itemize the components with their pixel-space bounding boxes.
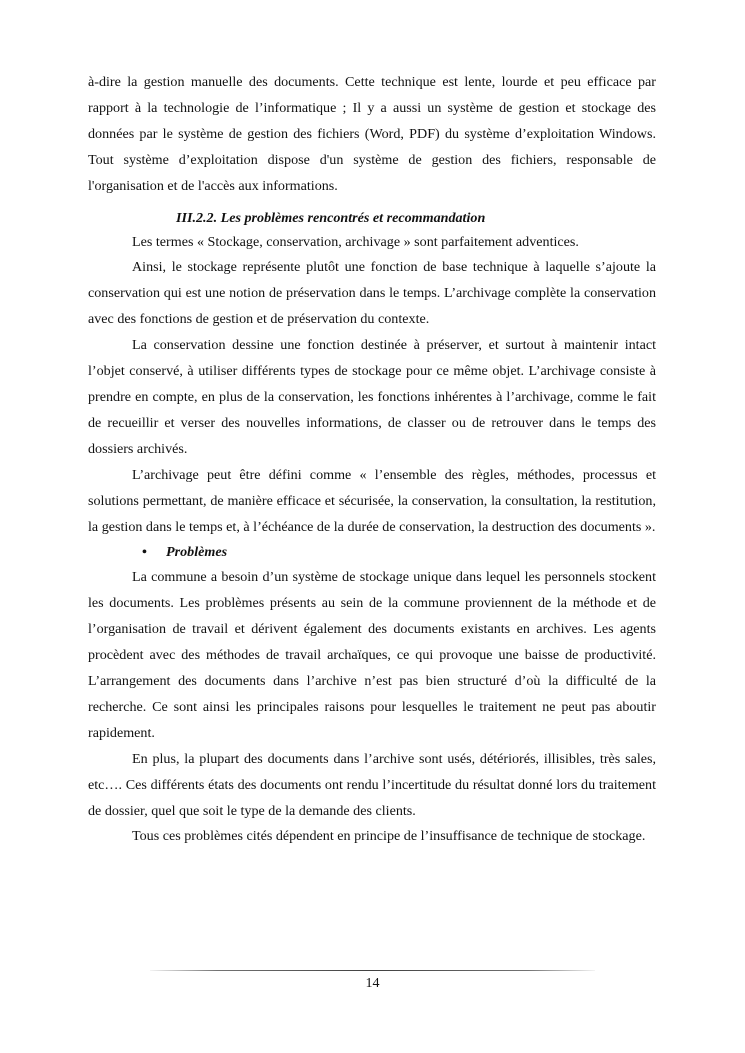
- page-number: 14: [365, 976, 380, 991]
- bullet-symbol: •: [142, 544, 147, 561]
- paragraph-stockage: Ainsi, le stockage représente plutôt une fonction de base technique à laquelle s’ajoute la conservation qui est une notion de préservation dans le temps. L’archivage complète la conservation avec des fonctions de gestion et de préservation du contexte.: [88, 259, 656, 328]
- footer-rule: [150, 970, 595, 971]
- paragraph-commune: La commune a besoin d’un système de stockage unique dans lequel les personnels stockent les documents. Les problèmes présents au sein de la commune proviennent de la méthode et de l’organisation de travail et dérivent également des documents existants en archives. Les agents procèdent avec des méthodes de travail archaïques, ce qui provoque une baisse de productivité. L’arrangement des documents dans l’archive n’est pas bien structuré d’où la difficulté de la recherche. Ce sont ainsi les principales raisons pour lesquelles le traitement ne peut pas aboutir rapidement.: [88, 569, 656, 741]
- paragraph-tous: Tous ces problèmes cités dépendent en principe de l’insuffisance de technique de stockage.: [132, 828, 646, 845]
- paragraph-en-plus: En plus, la plupart des documents dans l’archive sont usés, détériorés, illisibles, très sales, etc…. Ces différents états des documents ont rendu l’incertitude du résultat donné lors du traitement de dossier, quel que soit le type de la demande des clients.: [88, 750, 656, 819]
- document-body: [88, 70, 656, 850]
- paragraph-archivage: L’archivage peut être défini comme « l’ensemble des règles, méthodes, processus et solutions permettant, de manière efficace et sécurisée, la conservation, la consultation, la restitution, la gestion dans le temps et, à l’échéance de la durée de conservation, la destruction des documents ».: [88, 466, 656, 535]
- bullet-heading-problemes: [88, 540, 656, 565]
- section-heading: III.2.2. Les problèmes rencontrés et recommandation: [176, 209, 486, 226]
- bullet-heading-text: Problèmes: [166, 544, 228, 561]
- paragraph-terms: Les termes « Stockage, conservation, archivage » sont parfaitement adventices.: [132, 233, 579, 250]
- paragraph-conservation: La conservation dessine une fonction destinée à préserver, et surtout à maintenir intact l’objet conservé, à utiliser différents types de stockage pour ce même objet. L’archivage consiste à prendre en compte, en plus de la conservation, les fonctions inhérentes à l’archivage, comme le fait de recueillir et verser des nouvelles informations, de classer ou de retrouver dans le temps des dossiers archivés.: [88, 337, 656, 457]
- paragraph-intro: à-dire la gestion manuelle des documents. Cette technique est lente, lourde et peu efficace par rapport à la technologie de l’informatique ; Il y a aussi un système de gestion et stockage des données par le système de gestion des fichiers (Word, PDF) du système d’exploitation Windows. Tout système d’exploitation dispose d'un système de gestion des fichiers, responsable de l'organisation et de l'accès aux informations.: [88, 74, 656, 194]
